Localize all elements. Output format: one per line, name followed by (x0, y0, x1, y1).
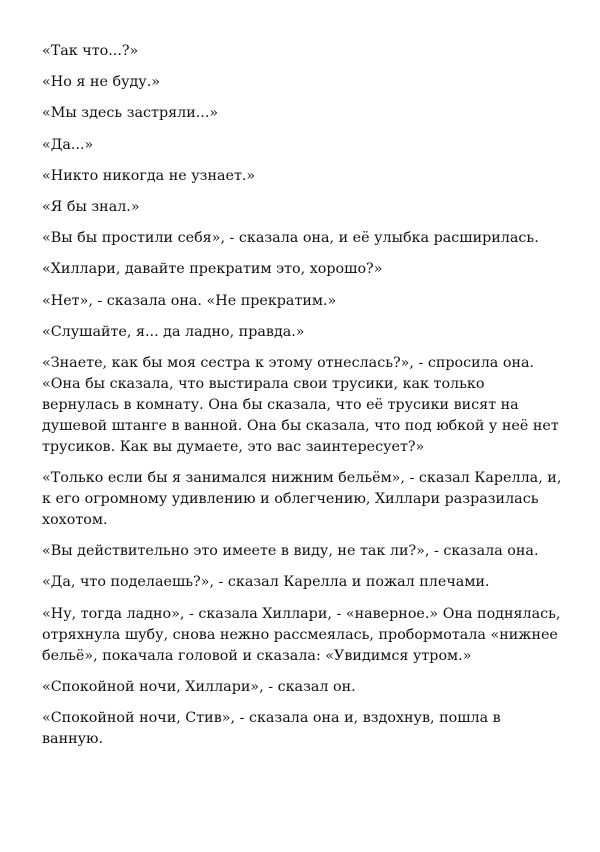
paragraph: «Знаете, как бы моя сестра к этому отнеслась?», - спросила она. «Она бы сказала, что выстирала свои трусики, как только вернулась в комнату. Она бы сказала, что её трусики висят на душевой штанге в ванной. Она бы сказала, что под юбкой у неё нет трусиков. Как вы думаете, это вас заинтересует?» (42, 354, 559, 455)
paragraph: «Слушайте, я... да ладно, правда.» (42, 323, 305, 340)
paragraph: «Никто никогда не узнает.» (42, 167, 256, 184)
paragraph: «Спокойной ночи, Хиллари», - сказал он. (42, 678, 356, 695)
paragraph: «Вы действительно это имеете в виду, не так ли?», - сказала она. (42, 543, 539, 560)
paragraph: «Но я не буду.» (42, 74, 160, 91)
document-page (42, 41, 562, 760)
paragraph: «Нет», - сказала она. «Не прекратим.» (42, 292, 337, 309)
paragraph: «Только если бы я занимался нижним бельём», - сказал Карелла, и, к его огромному удивлению и облегчению, Хиллари разразилась хохотом. (42, 470, 562, 529)
paragraph: «Да, что поделаешь?», - сказал Карелла и пожал плечами. (42, 574, 490, 591)
paragraph: «Да...» (42, 136, 94, 153)
paragraph: «Ну, тогда ладно», - сказала Хиллари, - «наверное.» Она поднялась, отряхнула шубу, снова нежно рассмеялась, пробормотала «нижнее бельё», покачала головой и сказала: «Увидимся утром.» (42, 605, 561, 664)
paragraph: «Мы здесь застряли...» (42, 105, 219, 122)
paragraph: «Я бы знал.» (42, 198, 140, 215)
paragraph: «Хиллари, давайте прекратим это, хорошо?» (42, 261, 383, 278)
paragraph: «Спокойной ночи, Стив», - сказала она и, вздохнув, пошла в ванную. (42, 710, 501, 747)
paragraph: «Так что...?» (42, 43, 139, 59)
paragraph: «Вы бы простили себя», - сказала она, и её улыбка расширилась. (42, 230, 539, 247)
